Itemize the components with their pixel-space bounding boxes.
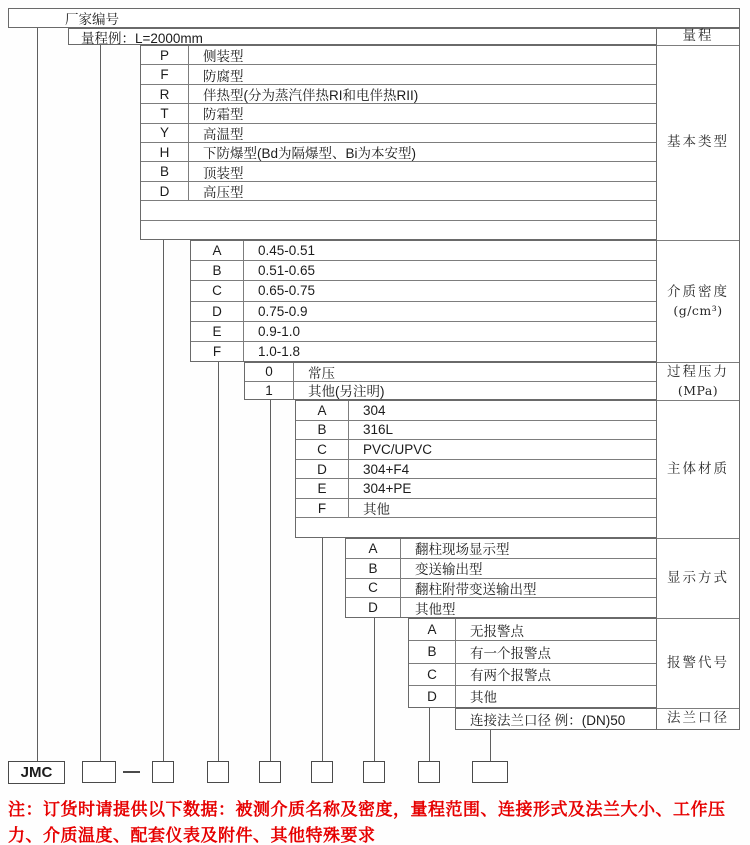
option-code: B — [141, 162, 189, 180]
table-row — [409, 664, 656, 686]
option-code-empty — [141, 201, 189, 219]
table-row — [409, 619, 656, 641]
connector-line-1 — [37, 28, 38, 761]
table-row — [141, 162, 656, 181]
option-desc: 0.75-0.9 — [258, 303, 308, 319]
table-row — [141, 65, 656, 84]
option-code: A — [346, 539, 401, 558]
option-code: Y — [141, 124, 189, 142]
option-code: B — [296, 421, 349, 440]
factory-code-label: 厂家编号 — [65, 12, 119, 27]
option-desc: 翻柱附带变送输出型 — [415, 581, 537, 597]
table-row — [141, 124, 656, 143]
option-desc: 其他型 — [415, 601, 456, 617]
option-code: P — [141, 46, 189, 64]
option-desc: 304 — [363, 402, 386, 418]
table-row — [296, 401, 656, 421]
option-desc: 有两个报警点 — [470, 668, 551, 684]
category-density: 介质密度 (g/cm³) — [657, 241, 739, 363]
option-code: A — [409, 619, 456, 640]
material-table — [295, 400, 657, 538]
option-code: A — [191, 241, 244, 260]
table-row — [141, 104, 656, 123]
table-row — [245, 363, 656, 382]
option-code: E — [191, 322, 244, 341]
table-row — [141, 46, 656, 65]
option-desc: 0.51-0.65 — [258, 263, 316, 279]
table-row-empty — [141, 221, 656, 239]
option-desc: 高压型 — [203, 185, 244, 201]
ordering-note: 注：订货时请提供以下数据：被测介质名称及密度，量程范围、连接形式及法兰大小、工作压力、介质温度、配套仪表及附件、其他特殊要求 — [8, 800, 726, 845]
table-row — [191, 322, 656, 342]
option-code: A — [296, 401, 349, 420]
option-desc-empty — [189, 221, 656, 239]
option-desc-empty — [349, 518, 656, 537]
connector-line-6 — [322, 538, 323, 761]
code-box-alarm — [418, 761, 440, 783]
connector-line-2 — [100, 45, 101, 761]
factory-code-bar — [8, 8, 740, 28]
table-row — [191, 302, 656, 322]
range-example-label: 量程例：L=2000mm — [81, 30, 203, 46]
option-desc: 高温型 — [203, 126, 244, 142]
option-desc: 其他 — [470, 690, 497, 706]
code-box-basic-type — [152, 761, 174, 783]
alarm-table — [408, 618, 657, 708]
table-row — [296, 499, 656, 519]
category-flange: 法兰口径 — [667, 710, 729, 727]
code-box-pressure — [259, 761, 281, 783]
table-row — [191, 241, 656, 261]
connector-line-8 — [429, 708, 430, 761]
table-row — [245, 382, 656, 400]
table-row — [346, 598, 656, 617]
table-row — [296, 460, 656, 480]
option-desc: PVC/UPVC — [363, 441, 433, 457]
option-desc: 其他(另注明) — [308, 384, 385, 400]
option-code: F — [191, 342, 244, 361]
table-row — [191, 261, 656, 281]
option-code: C — [346, 579, 401, 598]
option-code: C — [191, 281, 244, 300]
option-code: C — [409, 664, 456, 685]
category-range: 量程 — [657, 29, 739, 46]
table-row — [296, 479, 656, 499]
table-row — [141, 182, 656, 201]
option-code: D — [296, 460, 349, 479]
option-code: E — [296, 479, 349, 498]
option-code: H — [141, 143, 189, 161]
connector-line-5 — [270, 400, 271, 761]
table-row — [141, 143, 656, 162]
option-code-empty — [296, 518, 349, 537]
option-desc: 304+F4 — [363, 461, 410, 477]
option-code: C — [296, 440, 349, 459]
category-alarm: 报警代号 — [657, 619, 739, 709]
option-desc: 伴热型(分为蒸汽伴热RI和电伴热RII) — [203, 88, 419, 104]
category-pressure-unit: (MPa) — [677, 383, 719, 399]
connector-line-4 — [218, 360, 219, 761]
connector-line-3 — [163, 240, 164, 761]
option-desc: 顶装型 — [203, 165, 244, 181]
option-desc: 0.45-0.51 — [258, 243, 316, 259]
option-desc: 翻柱现场显示型 — [415, 542, 510, 558]
flange-row — [455, 708, 657, 730]
option-code: B — [409, 641, 456, 662]
option-code: 0 — [245, 363, 294, 381]
code-box-flange — [472, 761, 508, 783]
table-row — [191, 342, 656, 361]
table-row — [409, 686, 656, 707]
option-desc: 有一个报警点 — [470, 645, 551, 661]
table-row — [346, 579, 656, 599]
option-desc: 304+PE — [363, 481, 412, 497]
option-desc: 0.9-1.0 — [258, 323, 301, 339]
table-row — [296, 440, 656, 460]
option-desc: 316L — [363, 422, 394, 438]
option-code: D — [141, 182, 189, 200]
range-example-bar — [68, 28, 657, 45]
option-code-empty — [141, 221, 189, 239]
table-row-empty — [141, 201, 656, 220]
code-box-material — [311, 761, 333, 783]
option-code: D — [409, 686, 456, 707]
connector-line-7 — [374, 618, 375, 761]
table-row — [346, 539, 656, 559]
option-desc: 下防爆型(Bd为隔爆型、Bi为本安型) — [203, 146, 417, 162]
option-desc: 防腐型 — [203, 68, 244, 84]
table-row — [346, 559, 656, 579]
option-code: B — [191, 261, 244, 280]
option-desc: 无报警点 — [470, 623, 524, 639]
table-row — [191, 281, 656, 301]
option-desc: 1.0-1.8 — [258, 343, 301, 359]
option-code: F — [296, 499, 349, 518]
code-box-range — [82, 761, 116, 783]
category-column — [656, 28, 740, 730]
option-code: D — [346, 598, 401, 617]
table-row — [409, 641, 656, 663]
category-density-unit: (g/cm³) — [673, 303, 723, 319]
flange-desc: 连接法兰口径 例：(DN)50 — [470, 713, 626, 728]
category-display: 显示方式 — [657, 539, 739, 619]
option-code: 1 — [245, 382, 294, 400]
option-desc-empty — [189, 201, 656, 219]
category-pressure: 过程压力 (MPa) — [657, 363, 739, 401]
option-desc: 侧装型 — [203, 49, 244, 65]
option-code: R — [141, 85, 189, 103]
option-desc: 常压 — [308, 365, 335, 381]
code-box-density — [207, 761, 229, 783]
pressure-table — [244, 362, 657, 400]
density-table — [190, 240, 657, 362]
table-row — [141, 85, 656, 104]
category-basic-type: 基本类型 — [657, 46, 739, 241]
option-desc: 变送输出型 — [415, 562, 483, 578]
connector-line-9 — [490, 730, 491, 761]
table-row-empty — [296, 518, 656, 537]
basic-type-table — [140, 45, 657, 240]
table-row — [296, 421, 656, 441]
option-desc: 防霜型 — [203, 107, 244, 123]
option-code: T — [141, 104, 189, 122]
model-prefix-box: JMC — [8, 761, 65, 784]
code-box-display — [363, 761, 385, 783]
option-code: D — [191, 302, 244, 321]
display-table — [345, 538, 657, 618]
option-desc: 其他 — [363, 502, 390, 518]
option-code: B — [346, 559, 401, 578]
option-code: F — [141, 65, 189, 83]
separator-dash — [123, 771, 140, 773]
option-desc: 0.65-0.75 — [258, 283, 316, 299]
category-material: 主体材质 — [657, 401, 739, 539]
